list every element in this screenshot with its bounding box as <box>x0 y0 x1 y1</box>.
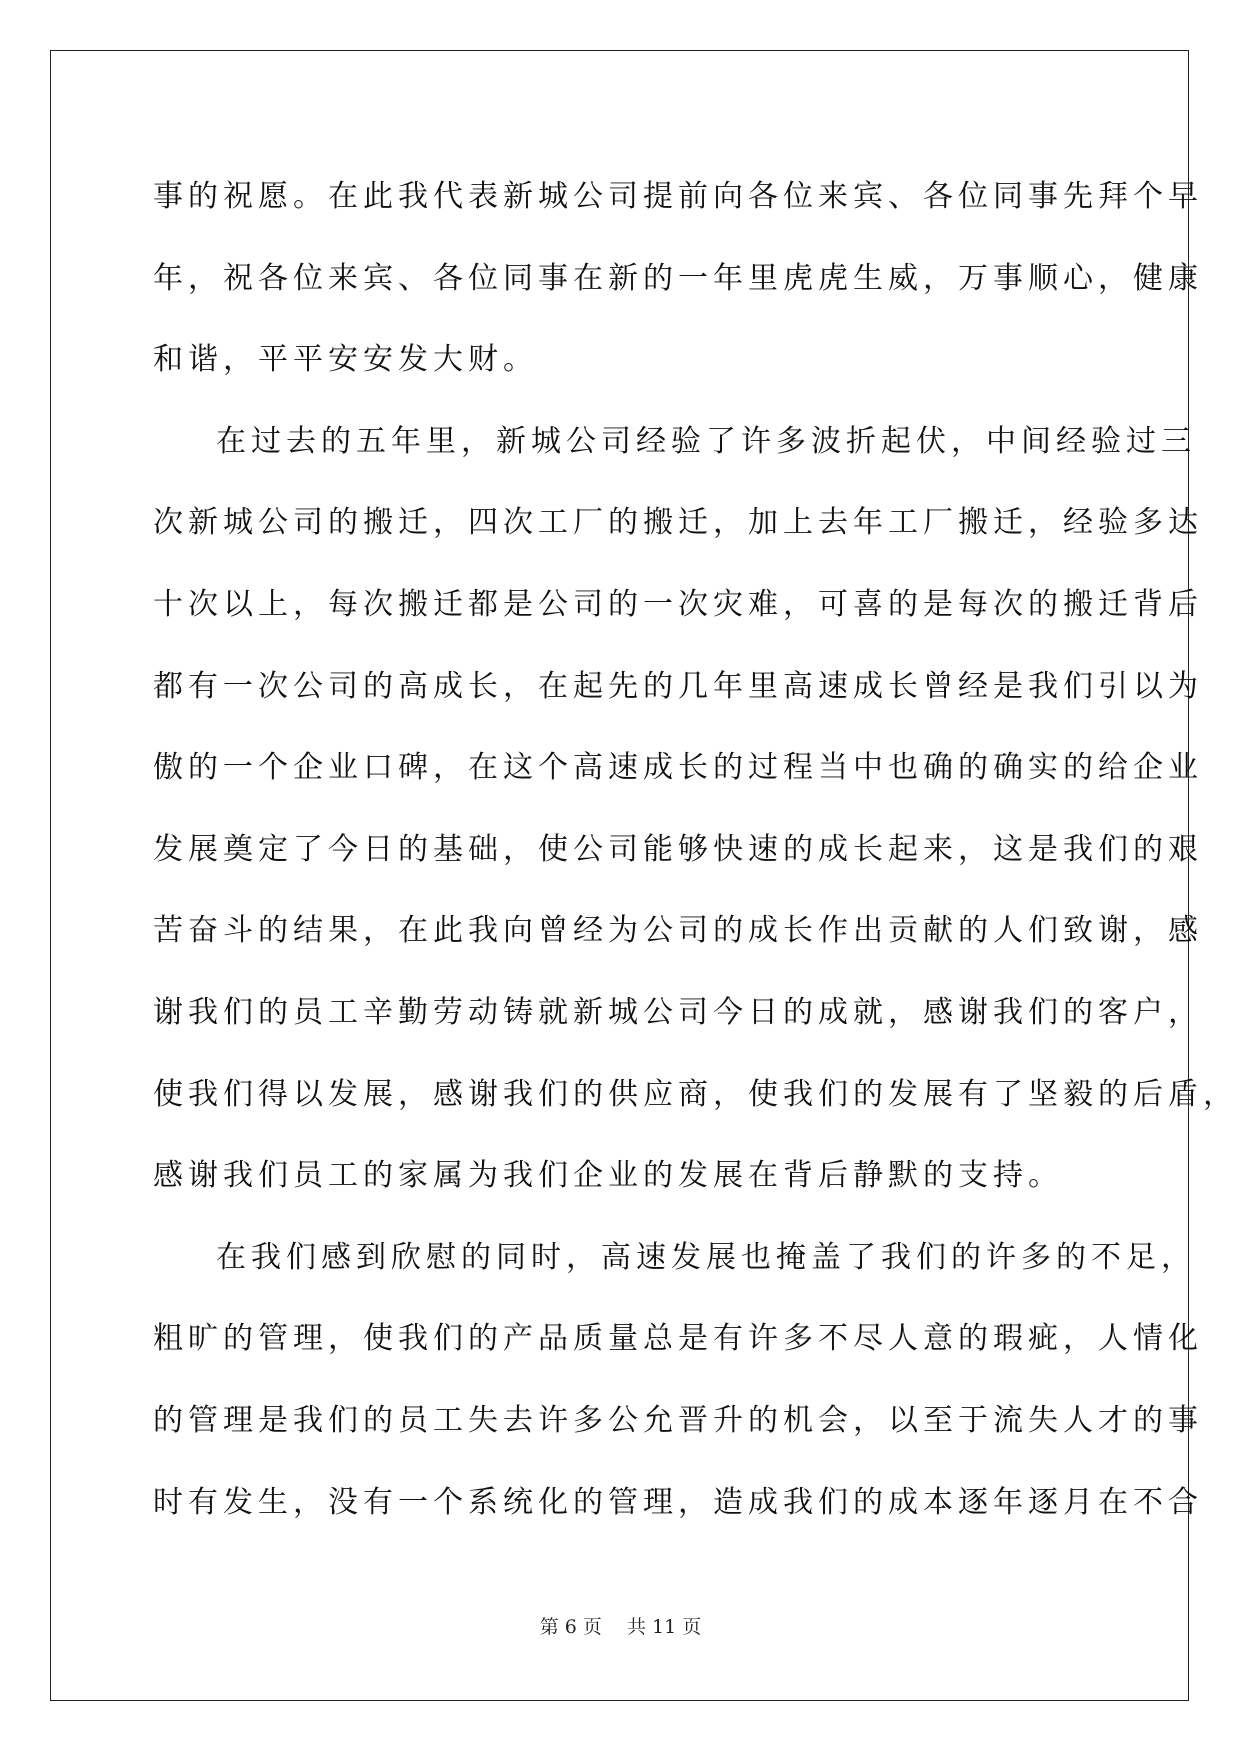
text-line: 使我们得以发展，感谢我们的供应商，使我们的发展有了坚毅的后盾， <box>153 1076 1238 1112</box>
text-line: 和谐，平平安安发大财。 <box>153 342 538 378</box>
text-line: 苦奋斗的结果，在此我向曾经为公司的成长作出贡献的人们致谢，感 <box>153 913 1203 949</box>
text-line: 感谢我们员工的家属为我们企业的发展在背后静默的支持。 <box>153 1158 1063 1194</box>
text-line: 粗旷的管理，使我们的产品质量总是有许多不尽人意的瑕疵，人情化 <box>153 1321 1203 1357</box>
text-line: 在我们感到欣慰的同时，高速发展也掩盖了我们的许多的不足， <box>216 1239 1196 1275</box>
page-footer: 第 6 页 共 11 页 <box>539 1616 702 1638</box>
text-line: 时有发生，没有一个系统化的管理，造成我们的成本逐年逐月在不合 <box>153 1484 1203 1520</box>
text-line: 谢我们的员工辛勤劳动铸就新城公司今日的成就，感谢我们的客户， <box>153 994 1203 1030</box>
paragraph <box>153 156 1203 401</box>
text-line: 傲的一个企业口碑，在这个高速成长的过程当中也确的确实的给企业 <box>153 750 1203 786</box>
paragraph <box>153 1217 1203 1543</box>
text-line: 年，祝各位来宾、各位同事在新的一年里虎虎生威，万事顺心，健康 <box>153 260 1203 296</box>
text-line: 发展奠定了今日的基础，使公司能够快速的成长起来，这是我们的艰 <box>153 831 1203 867</box>
document-body <box>153 156 1238 1543</box>
text-line: 次新城公司的搬迁，四次工厂的搬迁，加上去年工厂搬迁，经验多达 <box>153 505 1203 541</box>
text-line: 都有一次公司的高成长，在起先的几年里高速成长曾经是我们引以为 <box>153 668 1203 704</box>
text-line: 的管理是我们的员工失去许多公允晋升的机会，以至于流失人才的事 <box>153 1402 1203 1438</box>
text-line: 十次以上，每次搬迁都是公司的一次灾难，可喜的是每次的搬迁背后 <box>153 586 1203 622</box>
text-line: 在过去的五年里，新城公司经验了许多波折起伏，中间经验过三 <box>216 423 1196 459</box>
paragraph <box>153 401 1238 1217</box>
text-line: 事的祝愿。在此我代表新城公司提前向各位来宾、各位同事先拜个早 <box>153 179 1203 214</box>
